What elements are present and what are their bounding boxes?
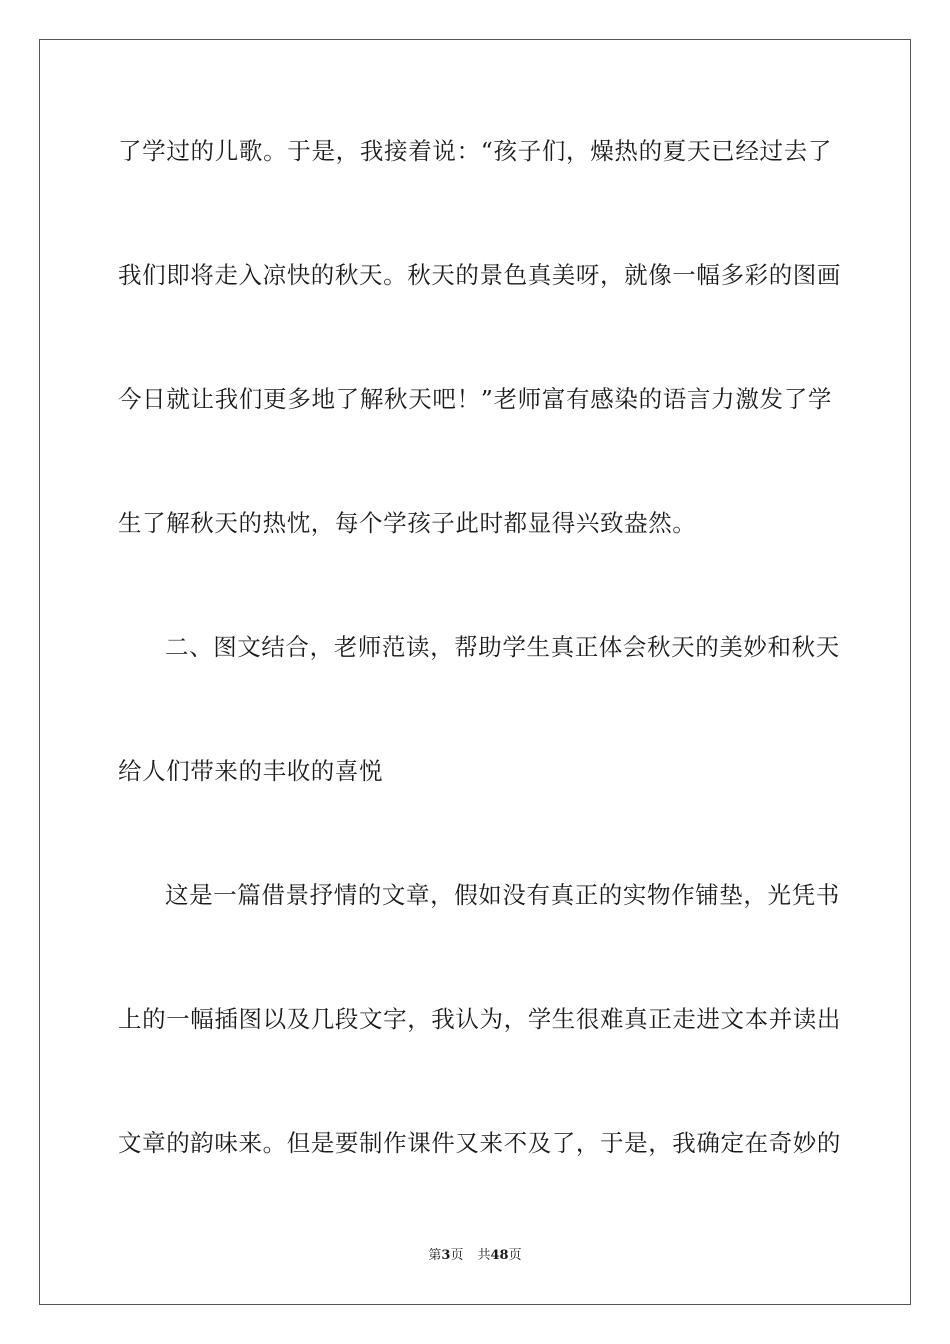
- footer-page-prefix: 第: [428, 1248, 442, 1263]
- body-line-7: 文章的韵味来。但是要制作课件又来不及了，于是，我确定在奇妙的: [118, 1129, 841, 1157]
- section-heading-line-1: 二、图文结合，老师范读，帮助学生真正体会秋天的美妙和秋天: [165, 633, 840, 661]
- body-line-2: 我们即将走入凉快的秋天。秋天的景色真美呀，就像一幅多彩的图画: [118, 261, 841, 289]
- body-line-5: 这是一篇借景抒情的文章，假如没有真正的实物作铺垫，光凭书: [165, 881, 840, 909]
- footer-page-number: 3: [441, 1248, 451, 1263]
- footer-page-suffix: 页: [450, 1248, 464, 1263]
- section-heading-line-2: 给人们带来的丰收的喜悦: [118, 757, 384, 785]
- body-line-4: 生了解秋天的热忱，每个学孩子此时都显得兴致盎然。: [118, 509, 697, 537]
- page-frame: [39, 39, 911, 1305]
- footer-total-pages: 48: [490, 1248, 509, 1263]
- body-line-6: 上的一幅插图以及几段文字，我认为，学生很难真正走进文本并读出: [118, 1005, 841, 1033]
- body-line-1: 了学过的儿歌。于是，我接着说：“孩子们，燥热的夏天已经过去了: [118, 137, 832, 165]
- body-line-3: 今日就让我们更多地了解秋天吧！”老师富有感染的语言力激发了学: [118, 385, 832, 413]
- page-footer: [0, 1247, 950, 1265]
- footer-total-suffix: 页: [508, 1248, 522, 1263]
- footer-total-prefix: 共: [477, 1248, 491, 1263]
